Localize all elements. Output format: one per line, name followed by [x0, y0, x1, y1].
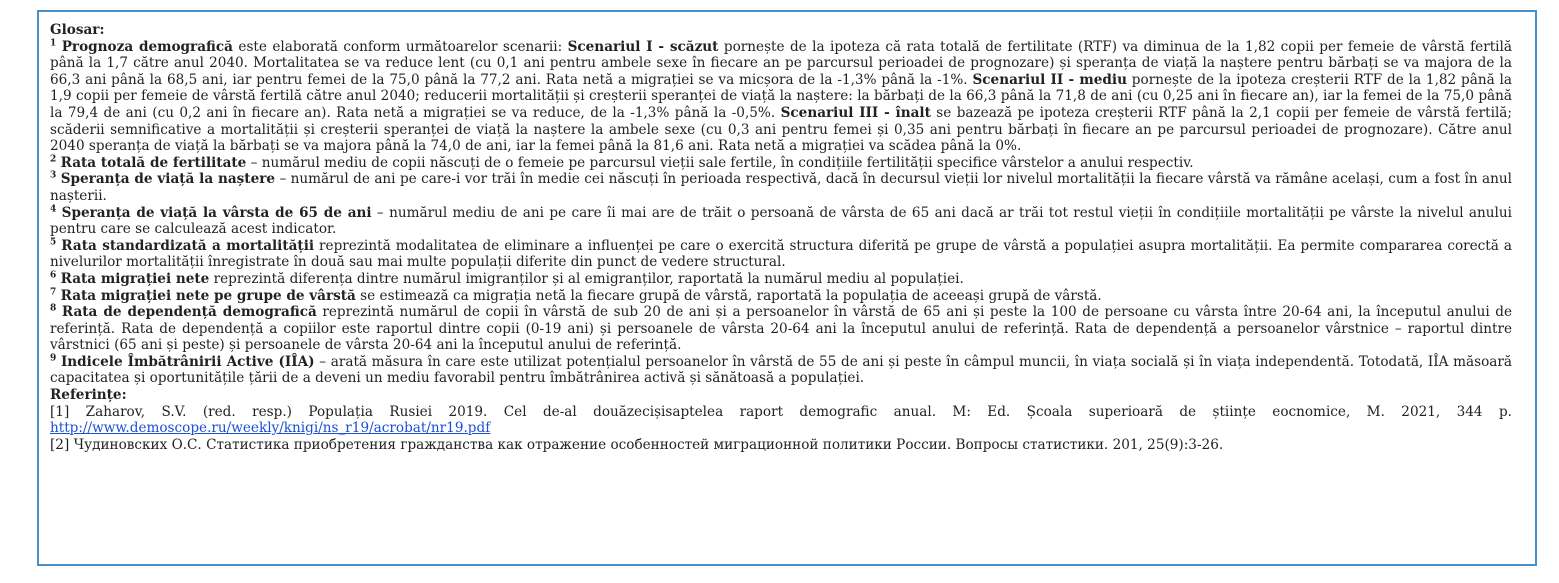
glossary-items	[50, 39, 1512, 387]
reference-1-text: [1] Zaharov, S.V. (red. resp.) Populația Rusiei 2019. Cel de-al douăzecișisaptelea raport demografic anual. M: Ed. Școala superioară de științe eocnomice, M. 2021, 344 p.	[50, 403, 1512, 420]
glossary-definition: este elaborată conform următoarelor scenarii:	[233, 38, 568, 55]
glossary-term: Rata migrației nete	[60, 270, 210, 287]
footnote-number: 3	[50, 170, 57, 181]
glossary-term: Rata migrației nete pe grupe de vârstă	[60, 287, 356, 304]
glossary-item	[50, 271, 1512, 288]
glossary-definition: – numărul mediu de ani pe care îi mai are de trăit o persoană de vârsta de 65 ani dacă ar trăi tot restul vieții în condițiile mortalității pe vârste la nivelul anului pentru care se calculează acest indicator.	[50, 204, 1512, 238]
glossary-item	[50, 304, 1512, 354]
footnote-number: 9	[50, 353, 57, 364]
footnote-number: 5	[50, 237, 57, 248]
footnote-number: 2	[50, 154, 57, 165]
reference-2: [2] Чудиновских О.С. Статистика приобретения гражданства как отражение особенностей миграционной политики России. Вопросы статистики. 201, 25(9):3-26.	[50, 436, 1224, 453]
glossary-definition: reprezintă numărul de copii în vârstă de sub 20 de ani și a persoanelor în vârstă de 65 ani și peste la 100 de persoane cu vârsta între 20-64 ani, la începutul anului de referință. Rata de dependență a copiilor este raportul dintre copii (0-19 ani) și persoanele de vârsta 20-64 ani la începutul anului de referință. Rata de dependență a persoanelor vârstnice – raportul dintre vârstnici (65 ani și peste) și persoanele de vârsta 20-64 ani la începutul anului de referință.	[50, 304, 1512, 354]
glossary-content	[50, 22, 1512, 453]
reference-1-link[interactable]: http://www.demoscope.ru/weekly/knigi/ns_r19/acrobat/nr19.pdf	[50, 420, 491, 437]
reference-1	[50, 404, 1512, 437]
glossary-term: Rata totală de fertilitate	[60, 154, 247, 171]
footnote-number: 8	[50, 303, 57, 314]
glossary-item	[50, 238, 1512, 271]
footnote-number: 1	[50, 38, 57, 49]
glossary-item	[50, 171, 1512, 204]
glossary-item	[50, 205, 1512, 238]
footnote-number: 7	[50, 286, 57, 297]
glossary-definition: pornește de la ipoteza că rata totală de fertilitate (RTF) va diminua de la 1,82 copii per femeie de vârstă fertilă până la 1,7 către anul 2040. Mortalitatea se va reduce lent (cu 0,1 ani pentru ambele sexe în fiecare an pe parcursul perioadei de prognozare) și speranța de viață la naștere pentru bărbați se va majora de la 66,3 ani până la 68,5 ani, iar pentru femei de la 75,0 până la 77,2 ani. Rata netă a migrației se va micșora de la -1,3% până la -1%.	[50, 38, 1512, 88]
glossary-item	[50, 155, 1512, 172]
glossary-definition: pornește de la ipoteza creșterii RTF de la 1,82 până la 1,9 copii per femeie de vârstă fertilă către anul 2040; reducerii mortalității și creșterii speranței de viață la naștere: la bărbați de la 66,3 până la 71,8 de ani (cu 0,25 ani în fiecare an), iar la femei de la 75,0 până la 79,4 de ani (cu 0,2 ani în fiecare an). Rata netă a migrației se va reduce, de la -1,3% până la -0,5%.	[50, 71, 1512, 121]
glossary-definition: se estimează ca migrația netă la fiecare grupă de vârstă, raportată la populația de aceeași grupă de vârstă.	[355, 287, 1102, 304]
glossary-definition: – numărul mediu de copii născuți de o femeie pe parcursul vieții sale fertile, în condițiile fertilității specifice vârstelor a anului respectiv.	[246, 154, 1194, 171]
glossary-definition: se bazează pe ipoteza creșterii RTF până la 2,1 copii per femeie de vârstă fertilă; scăderii semnificative a mortalității și creșterii speranței de viață la naștere la ambele sexe (cu 0,3 ani pentru femei și 0,35 ani pentru bărbați în fiecare an pe parcursul perioadei de prognozare). Către anul 2040 speranța de viață la bărbați se va majora până la 74,0 de ani, iar la femei până la 81,6 ani. Rata netă a migrației va scădea până la 0%.	[50, 104, 1512, 155]
footnote-number: 6	[50, 270, 57, 281]
glossary-term: Rata de dependență demografică	[61, 304, 317, 321]
glossary-term: Prognoza demografică	[61, 38, 233, 55]
glossary-term: Indicele Îmbătrânirii Active (IÎA)	[60, 353, 315, 370]
scenario-label: Scenariul III - înalt	[780, 104, 931, 121]
glossary-definition: – numărul de ani pe care-i vor trăi în medie cei născuți în perioada respectivă, dacă în decursul vieții lor nivelul mortalității la fiecare vârstă va rămâne același, cum a fost în anul nașterii.	[50, 171, 1512, 204]
glossary-definition: reprezintă modalitatea de eliminare a influenței pe care o exercită structura diferită pe grupe de vârstă a populației asupra mortalității. Ea permite compararea corectă a nivelurilor mortalității înregistrate în două sau mai multe populații diferite din punct de vedere structural.	[50, 237, 1512, 271]
glossary-title: Glosar:	[50, 22, 105, 38]
scenario-label: Scenariul II - mediu	[972, 71, 1127, 88]
glossary-term: Rata standardizată a mortalității	[61, 237, 315, 254]
glossary-item	[50, 39, 1512, 155]
glossary-item	[50, 288, 1512, 305]
glossary-definition: reprezintă diferența dintre numărul imigranților și al emigranților, raportată la numărul mediu al populației.	[209, 270, 964, 287]
glossary-definition: – arată măsura în care este utilizat potențialul persoanelor în vârstă de 55 de ani și peste în câmpul muncii, în viața socială și în viața independentă. Totodată, IÎA măsoară capacitatea și oportunitățile țării de a deveni un mediu favorabil pentru îmbătrânirea activă și sănătoasă a populației.	[50, 353, 1512, 387]
glossary-item	[50, 354, 1512, 387]
references-title: Referințe:	[50, 387, 127, 404]
footnote-number: 4	[50, 204, 57, 214]
glossary-term: Speranța de viață la naștere	[60, 171, 276, 188]
glossary-term: Speranța de viață la vârsta de 65 de ani	[61, 204, 372, 221]
scenario-label: Scenariul I - scăzut	[567, 38, 719, 55]
